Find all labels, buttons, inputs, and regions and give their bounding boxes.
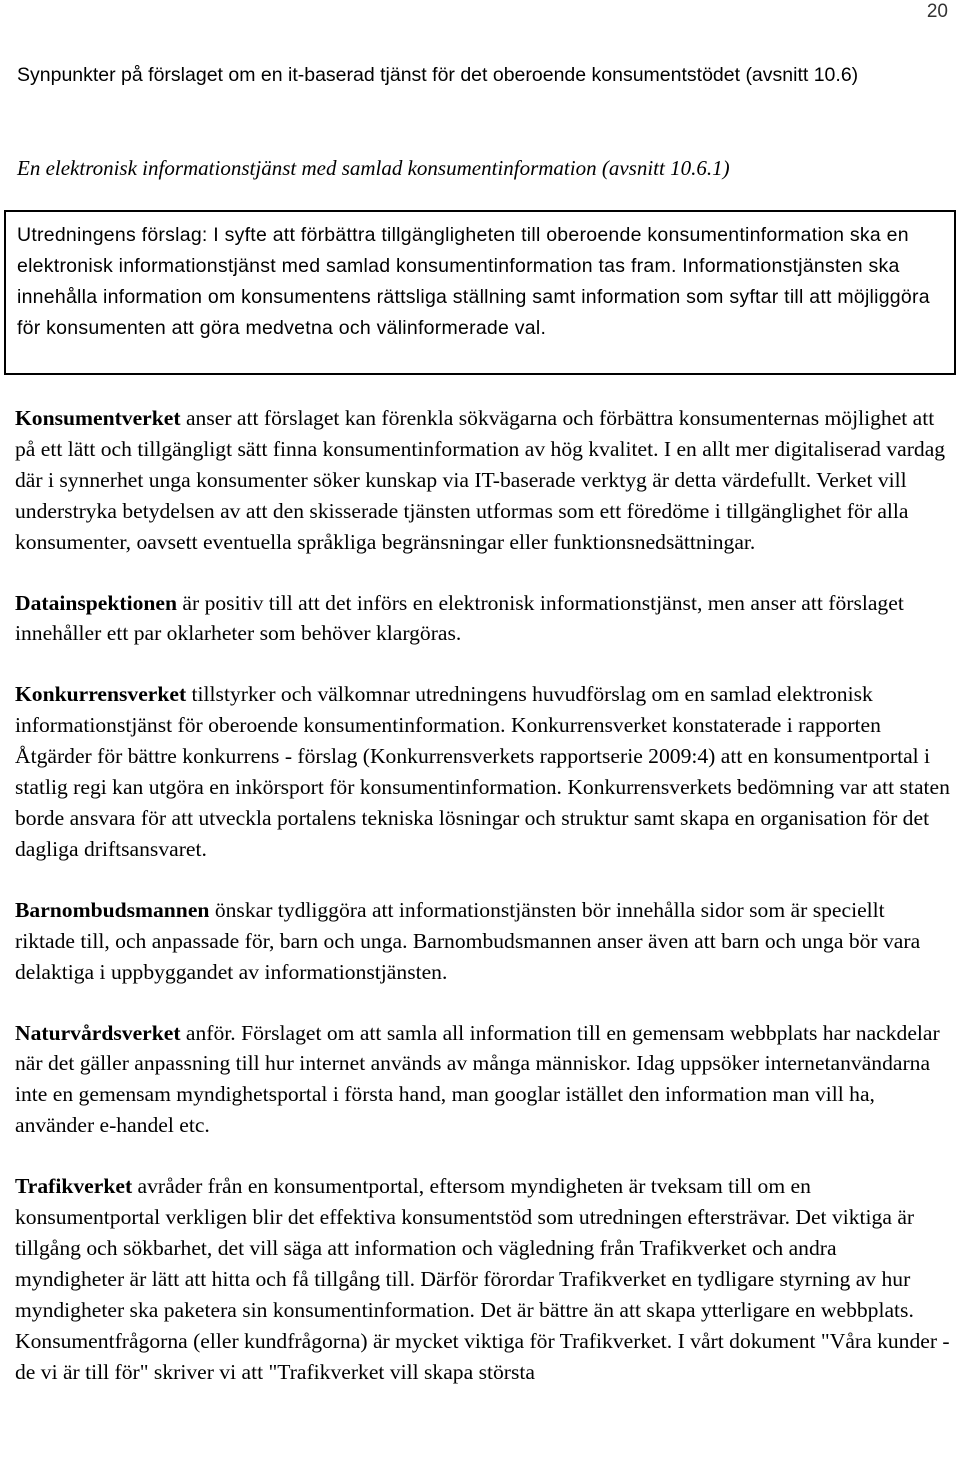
comments-body — [15, 403, 950, 1417]
comment-text: är positiv till att det införs en elektronisk informationstjänst, men anser att förslaget innehåller ett par oklarheter som behöver klargöras. — [15, 590, 904, 646]
comment-text: anser att förslaget kan förenkla sökvägarna och förbättra konsumenternas möjlighet att på ett lätt och tillgängligt sätt finna konsumentinformation av hög kvalitet. I en allt mer digitaliserad vardag där i synnerhet unga konsumenter söker kunskap via IT-baserade verktyg är detta värdefullt. Verket vill understryka betydelsen av att den skisserade tjänsten utformas som ett föredöme i tillgänglighet för alla konsumenter, oavsett eventuella språkliga begränsningar eller funktionsnedsättningar. — [15, 406, 946, 554]
comment-paragraph — [15, 403, 950, 558]
section-heading: Synpunkter på förslaget om en it-baserad tjänst för det oberoende konsumentstödet (avsnitt 10.6) — [17, 64, 859, 86]
page-number: 20 — [926, 1, 948, 22]
agency-name: Trafikverket — [15, 1174, 133, 1199]
comment-text: önskar tydliggöra att informationstjänsten bör innehålla sidor som är speciellt riktade till, och anpassade för, barn och unga. Barnombudsmannen anser även att barn och unga bör vara delaktiga i uppbyggandet av informationstjänsten. — [15, 897, 921, 984]
agency-name: Naturvårdsverket — [15, 1020, 181, 1045]
comment-paragraph — [15, 588, 950, 650]
comment-text: tillstyrker och välkomnar utredningens huvudförslag om en samlad elektronisk informationstjänst för oberoende konsumentinformation. Konkurrensverket konstaterade i rapporten Åtgärder för bättre konkurrens - förslag (Konkurrensverkets rapportserie 2009:4) att en konsumentportal i statlig regi kan utgöra en inkörsport för konsumentinformation. Konkurrensverkets bedömning var att staten borde ansvara för att utveckla portalens tekniska lösningar och struktur samt skapa en organisation för det dagliga driftsansvaret. — [15, 682, 950, 861]
comment-text: anför. Förslaget om att samla all information till en gemensam webbplats har nackdelar när det gäller anpassning till hur internet används av många människor. Idag uppsöker internetanvändarna inte en gemensam myndighetsportal i första hand, man googlar istället den information man vill ha, använder e-handel etc. — [15, 1020, 940, 1138]
agency-name: Konsumentverket — [15, 406, 181, 430]
comment-paragraph — [15, 1018, 950, 1142]
comment-paragraph — [15, 1171, 950, 1387]
proposal-text: Utredningens förslag: I syfte att förbättra tillgängligheten till oberoende konsumentinformation ska en elektronisk informationstjänst med samlad konsumentinformation tas fram. Informationstjänsten ska innehålla information om konsumentens rättsliga ställning samt information som syftar till att möjliggöra för konsumenten att göra medvetna och välinformerade val. — [17, 224, 930, 339]
comment-text: avråder från en konsumentportal, eftersom myndigheten är tveksam till om en konsumentportal verkligen blir det effektiva konsumentstöd som utredningen eftersträvar. Det viktiga är tillgång och sökbarhet, det vill säga att information och vägledning från Trafikverket och andra myndigheter är lätt att hitta och få tillgång till. Därför förordar Trafikverket en tydligare styrning av hur myndigheter ska paketera sin konsumentinformation. Det är bättre än att skapa ytterligare en webbplats. Konsumentfrågorna (eller kundfrågorna) är mycket viktiga för Trafikverket. I vårt dokument "Våra kunder - de vi är till för" skriver vi att "Trafikverket vill skapa största — [15, 1174, 950, 1384]
agency-name: Barnombudsmannen — [15, 897, 210, 922]
agency-name: Konkurrensverket — [15, 682, 187, 707]
comment-paragraph — [15, 679, 950, 864]
proposal-box — [4, 210, 956, 375]
comment-paragraph — [15, 895, 950, 988]
sub-heading: En elektronisk informationstjänst med samlad konsumentinformation (avsnitt 10.6.1) — [17, 156, 730, 180]
agency-name: Datainspektionen — [15, 590, 177, 615]
